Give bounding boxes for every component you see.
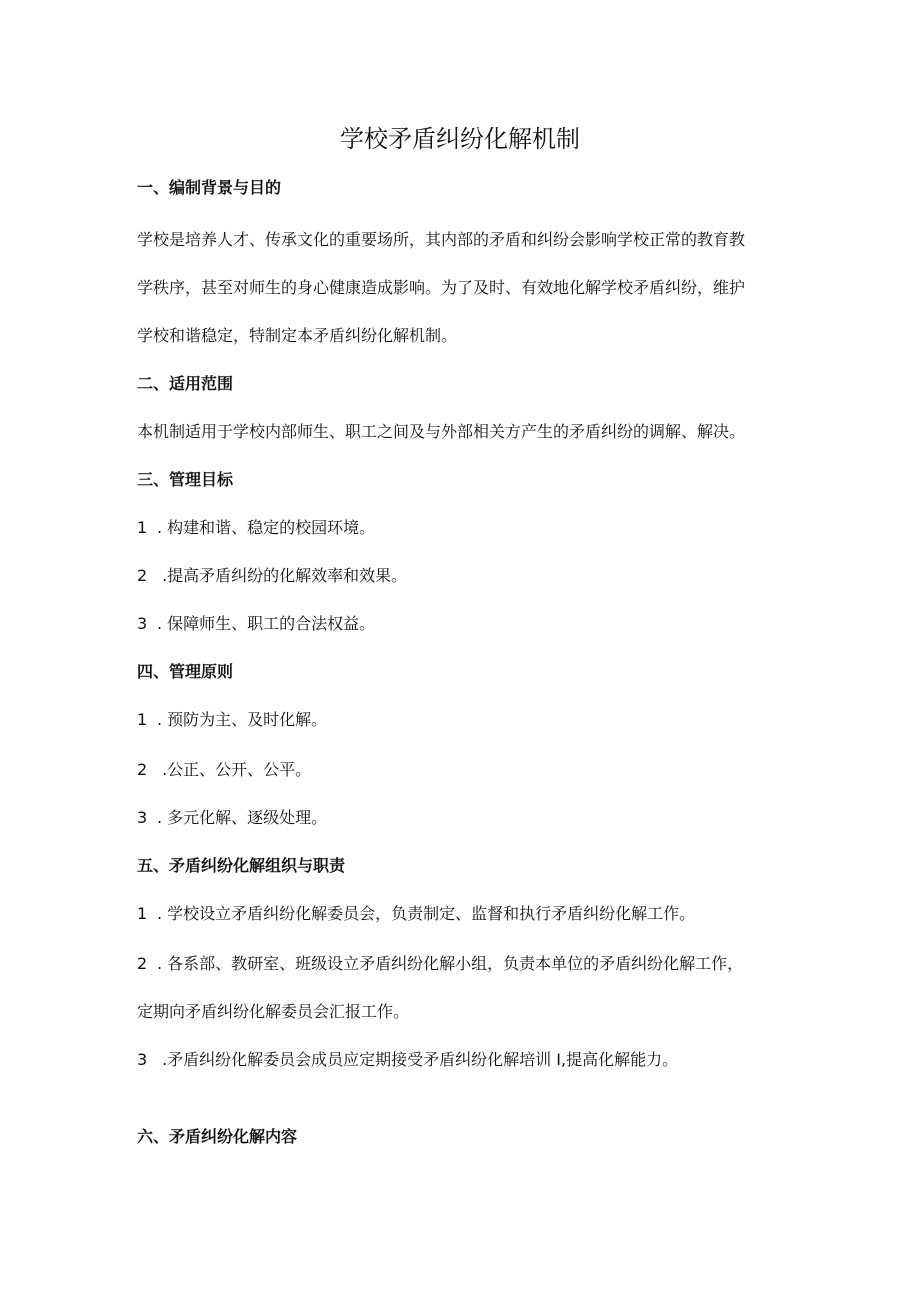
document-title: 学校矛盾纠纷化解机制 [340,125,580,153]
paragraph-line: 学校是培养人才、传承文化的重要场所，其内部的矛盾和纠纷会影响学校正常的教育教 [137,230,746,249]
list-item-number: 1 [137,710,148,729]
list-item [137,709,327,731]
section-heading-organization: 五、矛盾纠纷化解组织与职责 [137,856,346,875]
list-item [137,903,695,925]
list-item-text: . 学校设立矛盾纠纷化解委员会，负责制定、监督和执行矛盾纠纷化解工作。 [157,904,696,923]
section-heading-scope: 二、适用范围 [137,374,234,393]
list-item-text: . 构建和谐、稳定的校园环境。 [157,518,376,537]
list-item-text: . 各系部、教研室、班级设立矛盾纠纷化解小组，负责本单位的矛盾纠纷化解工作， [157,954,744,973]
list-item-text: . 多元化解、逐级处理。 [157,808,328,827]
list-item-number: 2 [137,566,148,585]
list-item [137,807,327,829]
list-item [137,613,375,635]
list-item [137,565,407,587]
section-heading-content: 六、矛盾纠纷化解内容 [137,1127,298,1146]
list-item-text: .公正、公开、公平。 [157,760,312,779]
list-item-number: 3 [137,808,148,827]
list-item-text: .矛盾纠纷化解委员会成员应定期接受矛盾纠纷化解培训 I,提高化解能力。 [157,1050,679,1069]
list-item-text: . 预防为主、及时化解。 [157,710,328,729]
list-item [137,953,743,975]
section-heading-background: 一、编制背景与目的 [137,178,282,197]
list-item-continuation: 定期向矛盾纠纷化解委员会汇报工作。 [137,1002,410,1021]
list-item [137,759,311,781]
list-item-number: 1 [137,904,148,923]
list-item [137,517,375,539]
list-item-number: 1 [137,518,148,537]
list-item-text: .提高矛盾纠纷的化解效率和效果。 [157,566,408,585]
paragraph-line: 学校和谐稳定，特制定本矛盾纠纷化解机制。 [137,326,458,345]
section-heading-principles: 四、管理原则 [137,662,234,681]
paragraph-line: 本机制适用于学校内部师生、职工之间及与外部相关方产生的矛盾纠纷的调解、解决。 [137,422,746,441]
list-item [137,1049,678,1071]
section-heading-goals: 三、管理目标 [137,470,234,489]
list-item-number: 2 [137,760,148,779]
list-item-number: 3 [137,614,148,633]
list-item-number: 3 [137,1050,148,1069]
list-item-text: . 保障师生、职工的合法权益。 [157,614,376,633]
paragraph-line: 学秩序，甚至对师生的身心健康造成影响。为了及时、有效地化解学校矛盾纠纷，维护 [137,278,746,297]
list-item-number: 2 [137,954,148,973]
